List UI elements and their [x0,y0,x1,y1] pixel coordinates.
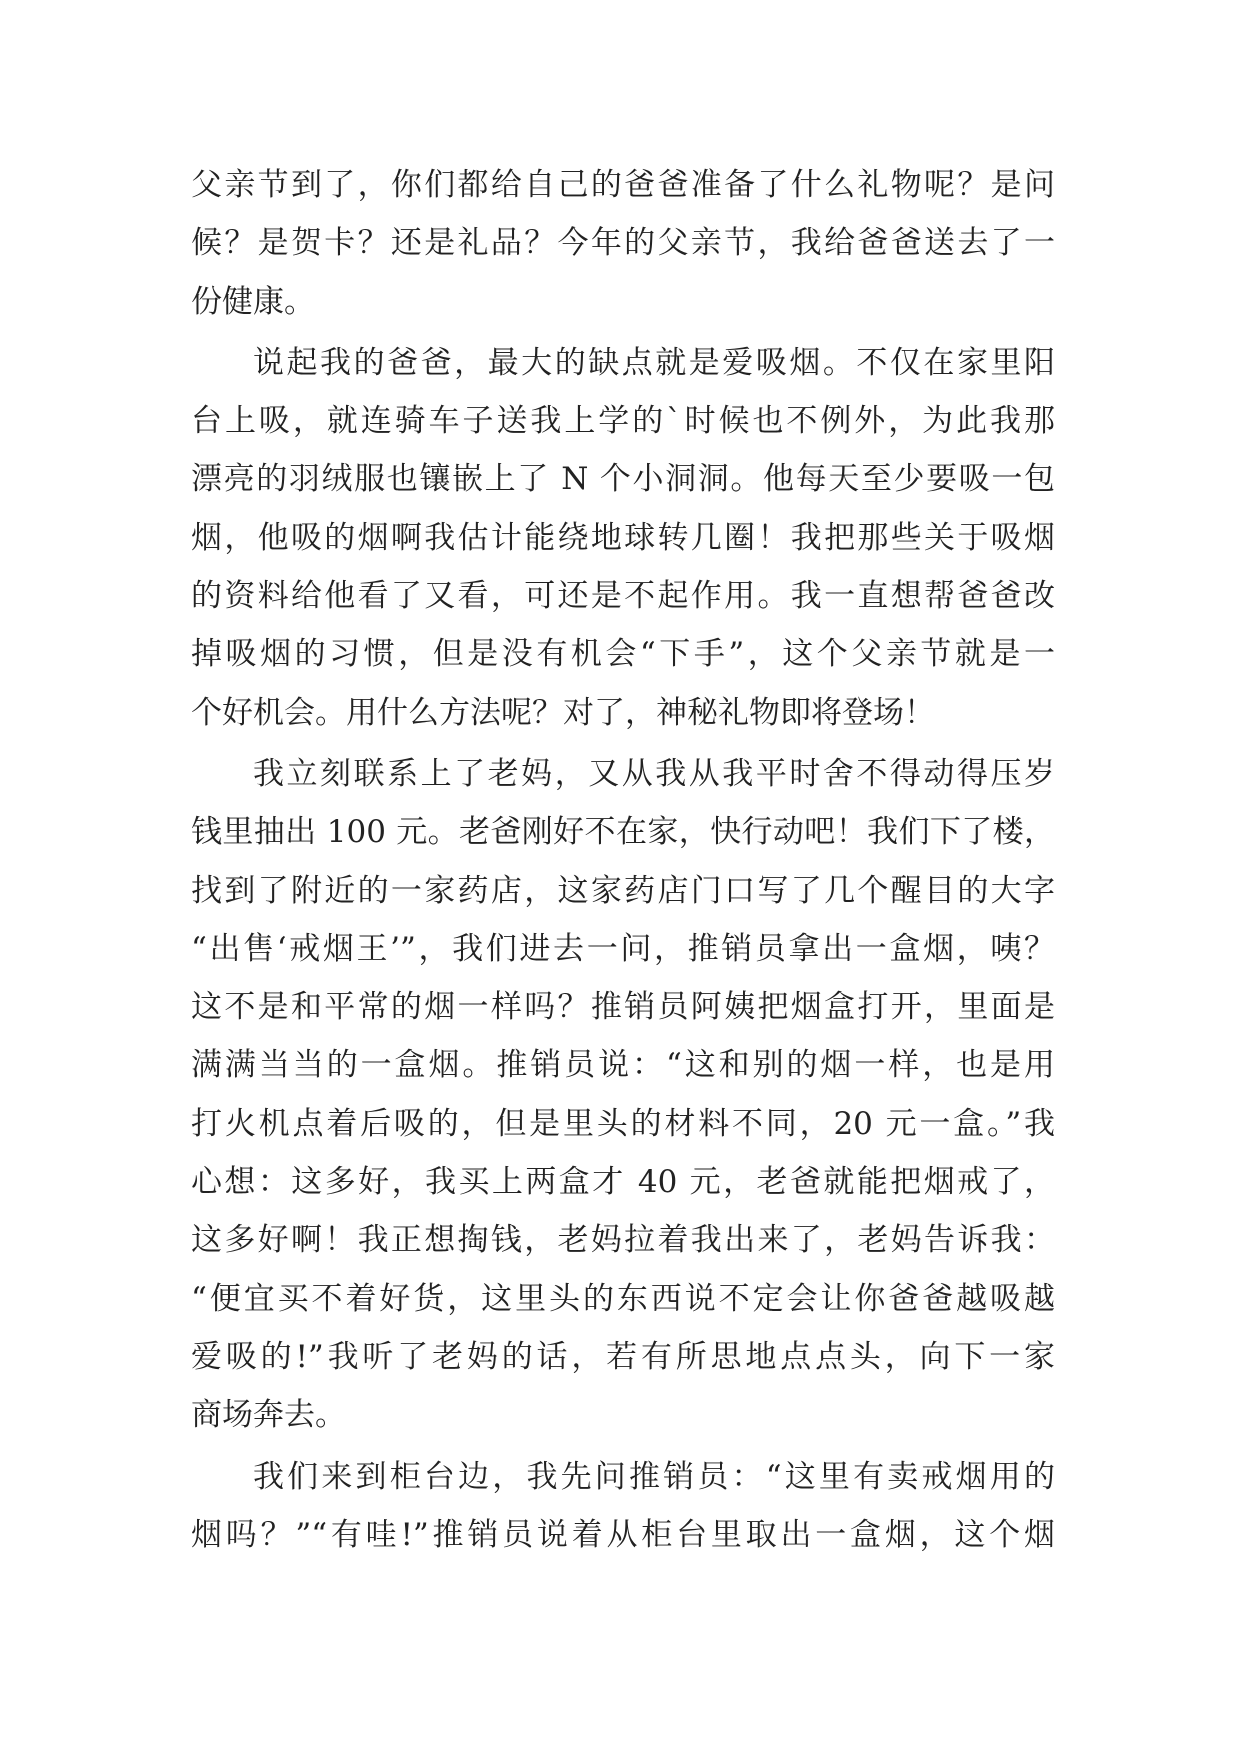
paragraph-3-line-2: 钱里抽出 100 元。老爸刚好不在家，快行动吧！我们下了楼， [191,814,1055,851]
paragraph-2-line-4: 烟，他吸的烟啊我估计能绕地球转几圈！我把那些关于吸烟 [191,519,1055,556]
paragraph-4-line-1: 我们来到柜台边，我先问推销员：“这里有卖戒烟用的 [253,1458,1055,1495]
paragraph-3-line-12: 商场奔去。 [191,1397,346,1434]
paragraph-3 [191,745,1055,1445]
paragraph-1-line-1: 父亲节到了，你们都给自己的爸爸准备了什么礼物呢？是问 [191,167,1055,203]
paragraph-2-line-1: 说起我的爸爸，最大的缺点就是爱吸烟。不仅在家里阳 [253,344,1055,381]
paragraph-3-line-9: 这多好啊！我正想掏钱，老妈拉着我出来了，老妈告诉我： [191,1222,1055,1259]
paragraph-1-line-3: 份健康。 [191,283,315,320]
paragraph-2-line-3: 漂亮的羽绒服也镶嵌上了 N 个小洞洞。他每天至少要吸一包 [191,461,1055,498]
paragraph-2-line-7: 个好机会。用什么方法呢？对了，神秘礼物即将登场！ [191,694,935,731]
paragraph-2-line-5: 的资料给他看了又看，可还是不起作用。我一直想帮爸爸改 [191,578,1055,615]
paragraph-3-line-7: 打火机点着后吸的，但是里头的材料不同，20 元一盒。”我 [191,1105,1055,1142]
paragraph-3-line-5: 这不是和平常的烟一样吗？推销员阿姨把烟盒打开，里面是 [191,989,1055,1026]
paragraph-3-line-1: 我立刻联系上了老妈，又从我从我平时舍不得动得压岁 [253,755,1055,792]
paragraph-3-line-10: “便宜买不着好货，这里头的东西说不定会让你爸爸越吸越 [191,1280,1055,1317]
paragraph-4 [191,1448,1055,1565]
paragraph-3-line-4: “出售‘戒烟王’”，我们进去一问，推销员拿出一盒烟，咦？ [191,930,1055,967]
paragraph-3-line-11: 爱吸的!”我听了老妈的话，若有所思地点点头，向下一家 [191,1338,1055,1375]
paragraph-3-line-3: 找到了附近的一家药店，这家药店门口写了几个醒目的大字 [191,872,1055,909]
document-body [191,156,1055,1564]
paragraph-2-line-6: 掉吸烟的习惯，但是没有机会“下手”，这个父亲节就是一 [191,636,1055,673]
paragraph-1 [191,156,1055,331]
paragraph-2 [191,334,1055,742]
paragraph-3-line-6: 满满当当的一盒烟。推销员说：“这和别的烟一样，也是用 [191,1047,1055,1084]
paragraph-3-line-8: 心想：这多好，我买上两盒才 40 元，老爸就能把烟戒了， [191,1164,1055,1201]
paragraph-1-line-2: 候？是贺卡？还是礼品？今年的父亲节，我给爸爸送去了一 [191,225,1055,262]
paragraph-4-line-2: 烟吗？”“有哇!”推销员说着从柜台里取出一盒烟，这个烟 [191,1516,1055,1553]
paragraph-2-line-2: 台上吸，就连骑车子送我上学的`时候也不例外，为此我那 [191,403,1055,440]
